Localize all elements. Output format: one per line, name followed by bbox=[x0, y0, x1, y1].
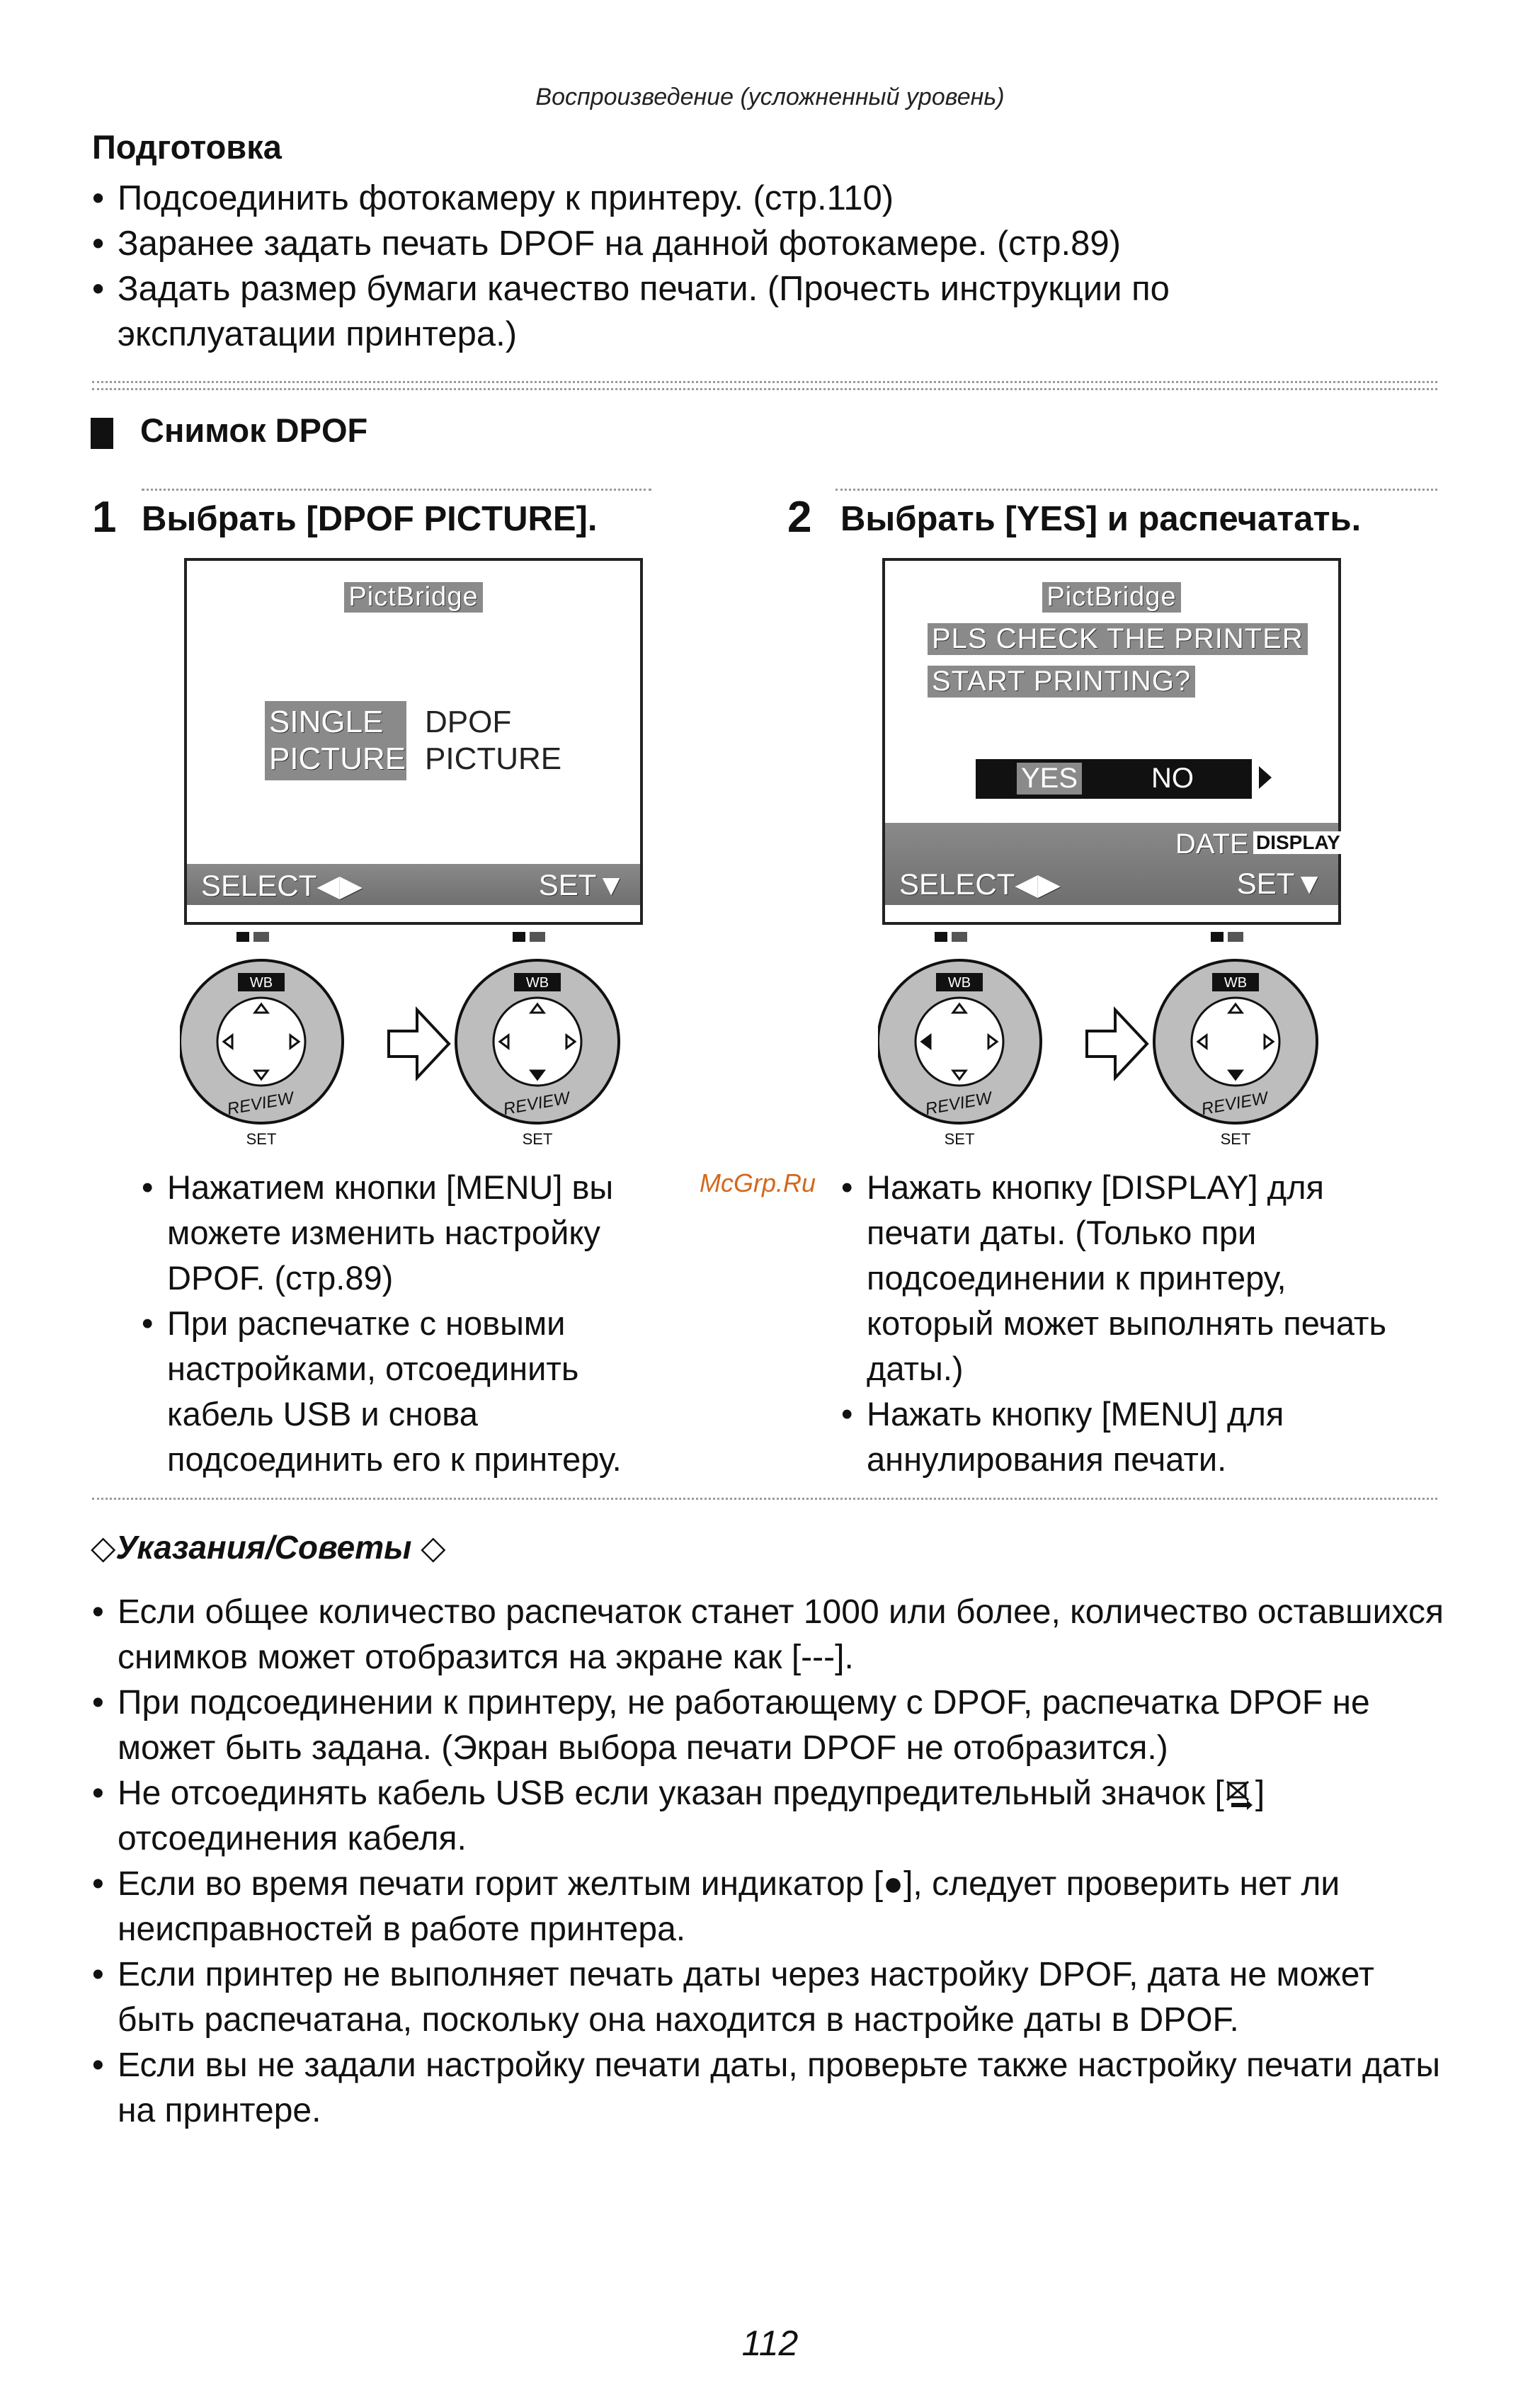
pictbridge-label: PictBridge bbox=[1042, 582, 1180, 613]
picture-line: PICTURE bbox=[269, 741, 406, 776]
tip-item bbox=[89, 1771, 1449, 1862]
wb-label: WB bbox=[1224, 975, 1248, 991]
note-item: • Нажатием кнопки [MENU] вы можете изменить настройку DPOF. (стр.89) bbox=[139, 1165, 691, 1301]
set-label: SET bbox=[246, 1130, 277, 1148]
prep-item: • Подсоединить фотокамеру к принтеру. (стр.110) bbox=[89, 176, 1435, 221]
set-label: SET bbox=[1220, 1130, 1251, 1148]
arrow-right-icon bbox=[1087, 1010, 1147, 1078]
section-title: Снимок DPOF bbox=[140, 411, 368, 449]
pictbridge-label: PictBridge bbox=[344, 582, 482, 613]
dpof-picture-option[interactable] bbox=[421, 701, 562, 780]
wb-label: WB bbox=[249, 975, 273, 991]
wb-label: WB bbox=[525, 975, 549, 991]
set-label: SET bbox=[522, 1130, 553, 1148]
divider bbox=[835, 489, 1437, 491]
prep-list bbox=[89, 176, 1435, 357]
button-sequence-1 bbox=[180, 925, 831, 1159]
diamond-icon: ◇ bbox=[91, 1529, 116, 1566]
note-item: • При распечатке с новыми настройками, отсоединить кабель USB и снова подсоединить его к принтеру. bbox=[139, 1301, 691, 1482]
tip-text: ] отсоединения кабеля. bbox=[118, 1775, 1265, 1857]
select-hint: SELECT◀▶ bbox=[201, 869, 363, 902]
check-printer-text: PLS CHECK THE PRINTER bbox=[928, 623, 1308, 655]
dial-right bbox=[456, 932, 619, 1148]
tip-item: • При подсоединении к принтеру, не работающему с DPOF, распечатка DPOF не может быть задана. (Экран выбора печати DPOF не отобразится.) bbox=[89, 1680, 1449, 1771]
set-hint: SET▼ bbox=[538, 868, 626, 901]
tips-heading bbox=[91, 1528, 446, 1566]
lcd-screen-1 bbox=[184, 558, 643, 925]
prep-item: • Задать размер бумаги качество печати. (Прочесть инструкции по эксплуатации принтера.) bbox=[89, 266, 1335, 357]
step-2-notes bbox=[838, 1165, 1419, 1482]
diamond-icon: ◇ bbox=[421, 1529, 446, 1566]
tip-item: • Если вы не задали настройку печати даты, проверьте также настройку печати даты на принтере. bbox=[89, 2043, 1449, 2134]
review-label: REVIEW bbox=[923, 1088, 993, 1120]
set-label: SET bbox=[944, 1130, 975, 1148]
yes-no-selector bbox=[976, 759, 1252, 799]
prep-item: • Заранее задать печать DPOF на данной фотокамере. (стр.89) bbox=[89, 221, 1435, 266]
dpof-line: DPOF bbox=[425, 705, 512, 739]
tip-text: Не отсоединять кабель USB если указан предупредительный значок [ bbox=[118, 1775, 1224, 1812]
step-2-text: Выбрать [YES] и распечатать. bbox=[840, 500, 1362, 538]
divider bbox=[92, 1498, 1437, 1500]
start-printing-text: START PRINTING? bbox=[928, 666, 1195, 698]
tips-list bbox=[89, 1590, 1449, 2134]
note-item: • Нажать кнопку [MENU] для аннулирования печати. bbox=[838, 1391, 1419, 1482]
divider bbox=[92, 381, 1437, 383]
usb-disconnect-warning-icon bbox=[1224, 1777, 1255, 1808]
single-line: SINGLE bbox=[269, 705, 384, 739]
page-number: 112 bbox=[741, 2323, 799, 2363]
button-sequence-2 bbox=[878, 925, 1529, 1159]
review-label: REVIEW bbox=[1199, 1088, 1270, 1120]
lcd-screen-2 bbox=[882, 558, 1341, 925]
status-bar bbox=[885, 823, 1338, 905]
single-picture-option[interactable] bbox=[265, 701, 406, 780]
select-hint: SELECT◀▶ bbox=[899, 867, 1061, 901]
watermark: McGrp.Ru bbox=[700, 1168, 816, 1197]
divider bbox=[92, 388, 1437, 390]
step-1-text: Выбрать [DPOF PICTURE]. bbox=[142, 500, 598, 538]
tips-title: Указания/Советы bbox=[115, 1529, 412, 1566]
step-1-notes bbox=[139, 1165, 691, 1482]
right-arrow-icon bbox=[1259, 766, 1272, 789]
divider bbox=[142, 489, 651, 491]
no-option[interactable]: NO bbox=[1151, 763, 1194, 794]
dial-right bbox=[1154, 932, 1317, 1148]
review-label: REVIEW bbox=[501, 1088, 571, 1120]
dial-left bbox=[180, 932, 343, 1148]
set-hint: SET▼ bbox=[1236, 867, 1324, 900]
arrow-right-icon bbox=[389, 1010, 449, 1078]
date-label: DATE bbox=[1175, 829, 1249, 860]
step-2-number: 2 bbox=[787, 493, 812, 542]
tip-item: • Если общее количество распечаток станет 1000 или более, количество оставшихся снимков может отобразится на экране как [---]. bbox=[89, 1590, 1449, 1680]
dial-left bbox=[878, 932, 1041, 1148]
tip-item: • Если во время печати горит желтым индикатор [●], следует проверить нет ли неисправностей в работе принтера. bbox=[89, 1862, 1449, 1952]
wb-label: WB bbox=[947, 975, 971, 991]
running-header: Воспроизведение (усложненный уровень) bbox=[535, 84, 1005, 110]
display-button-label: DISPLAY bbox=[1253, 831, 1343, 854]
step-1-number: 1 bbox=[92, 493, 117, 542]
prep-title: Подготовка bbox=[92, 128, 282, 166]
picture-line: PICTURE bbox=[425, 741, 562, 776]
section-marker bbox=[91, 418, 113, 449]
yes-option[interactable]: YES bbox=[1017, 763, 1082, 795]
review-label: REVIEW bbox=[225, 1088, 295, 1120]
tip-item: • Если принтер не выполняет печать даты через настройку DPOF, дата не может быть распечатана, поскольку она находится в настройке даты в DPOF. bbox=[89, 1952, 1449, 2043]
status-bar bbox=[187, 864, 640, 905]
note-item: • Нажать кнопку [DISPLAY] для печати даты. (Только при подсоединении к принтеру, который может выполнять печать даты.) bbox=[838, 1165, 1419, 1391]
